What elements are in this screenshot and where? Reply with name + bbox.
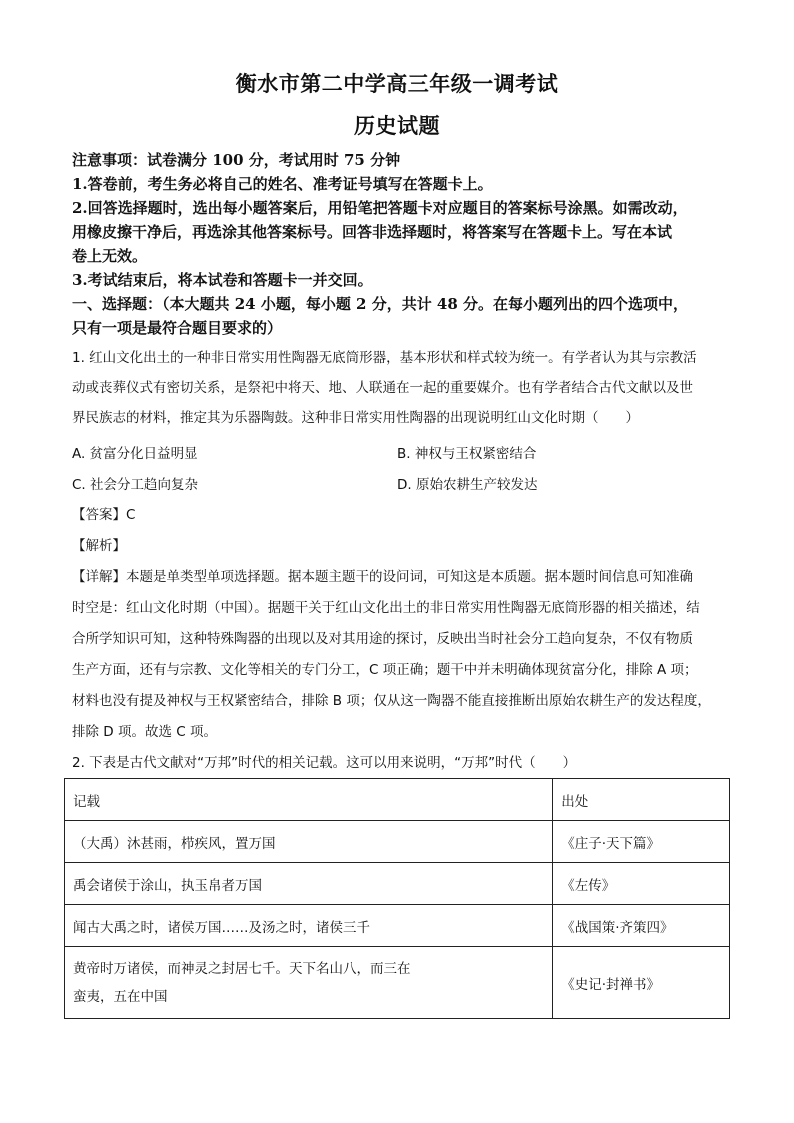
table-header-row [65, 779, 730, 821]
table-cell-record-line-2: 蛮夷，五在中国 [73, 988, 168, 1005]
q2-records-table [64, 778, 730, 1019]
table-cell-source: 《史记·封禅书》 [553, 947, 730, 1019]
table-header-source: 出处 [553, 779, 730, 821]
exam-subject: 历史试题 [354, 113, 440, 138]
note-2-line-2: 用橡皮擦干净后，再选涂其他答案标号。回答非选择题时，将答案写在答题卡上。写在本试 [72, 223, 673, 241]
q1-detail-line-2: 时空是：红山文化时期（中国）。据题干关于红山文化出土的非日常实用性陶器无底筒形器的相关描述，结 [72, 600, 700, 616]
section-heading-line-2: 只有一项是最符合题目要求的） [72, 319, 283, 337]
q1-analysis-label: 【解析】 [72, 538, 126, 554]
table-row [65, 863, 730, 905]
q1-stem-line-2: 动或丧葬仪式有密切关系，是祭祀中将天、地、人联通在一起的重要媒介。也有学者结合古代文献以及世 [72, 380, 693, 396]
q1-option-b: B. 神权与王权紧密结合 [397, 446, 537, 462]
table-cell-record [65, 947, 553, 1019]
table-cell-source: 《左传》 [553, 863, 730, 905]
q1-option-c: C. 社会分工趋向复杂 [72, 477, 199, 493]
table-row [65, 905, 730, 947]
table-cell-source: 《庄子·天下篇》 [553, 821, 730, 863]
note-2-line-1: 2.回答选择题时，选出每小题答案后，用铅笔把答题卡对应题目的答案标号涂黑。如需改动， [72, 199, 688, 217]
note-1: 1.答卷前，考生务必将自己的姓名、准考证号填写在答题卡上。 [72, 175, 493, 193]
q1-detail-line-1: 【详解】本题是单类型单项选择题。据本题主题干的设问词，可知这是本质题。据本题时间信息可知准确 [72, 569, 693, 585]
table-cell-record: 闻古大禹之时，诸侯万国……及汤之时，诸侯三千 [65, 905, 553, 947]
table-cell-record-line-1: 黄帝时万诸侯，而神灵之封居七千。天下名山八，而三在 [73, 960, 411, 977]
q1-stem-line-3: 界民族志的材料，推定其为乐器陶鼓。这种非日常实用性陶器的出现说明红山文化时期（ ） [72, 410, 639, 426]
note-3: 3.考试结束后，将本试卷和答题卡一并交回。 [72, 271, 373, 289]
exam-title: 衡水市第二中学高三年级一调考试 [235, 71, 559, 96]
table-row [65, 947, 730, 1019]
q1-detail-line-3: 合所学知识可知，这种特殊陶器的出现以及对其用途的探讨，反映出当时社会分工趋向复杂，不仅有物质 [72, 631, 693, 647]
q2-stem: 2. 下表是古代文献对“万邦”时代的相关记载。这可以用来说明，“万邦”时代（ ） [72, 755, 577, 771]
q1-detail-line-4: 生产方面，还有与宗教、文化等相关的专门分工，C 项正确；题干中并未明确体现贫富分化，排除 A 项； [72, 662, 698, 678]
notes-heading: 注意事项：试卷满分 100 分，考试用时 75 分钟 [72, 151, 401, 169]
table-cell-record: （大禹）沐甚雨，栉疾风，置万国 [65, 821, 553, 863]
q1-answer: 【答案】C [72, 507, 136, 523]
table-header-record: 记载 [65, 779, 553, 821]
note-2-line-3: 卷上无效。 [72, 247, 148, 265]
table-cell-source: 《战国策·齐策四》 [553, 905, 730, 947]
q1-detail-line-5: 材料也没有提及神权与王权紧密结合，排除 B 项；仅从这一陶器不能直接推断出原始农耕生产的发达程度， [72, 693, 711, 709]
q1-option-a: A. 贫富分化日益明显 [72, 446, 198, 462]
section-heading-line-1: 一、选择题：（本大题共 24 小题，每小题 2 分，共计 48 分。在每小题列出的四个选项中， [72, 295, 689, 313]
table-row [65, 821, 730, 863]
table-cell-record: 禹会诸侯于涂山，执玉帛者万国 [65, 863, 553, 905]
q1-stem-line-1: 1. 红山文化出土的一种非日常实用性陶器无底筒形器，基本形状和样式较为统一。有学者认为其与宗教活 [72, 350, 697, 366]
q1-detail-line-6: 排除 D 项。故选 C 项。 [72, 724, 217, 740]
q1-option-d: D. 原始农耕生产较发达 [397, 477, 538, 493]
